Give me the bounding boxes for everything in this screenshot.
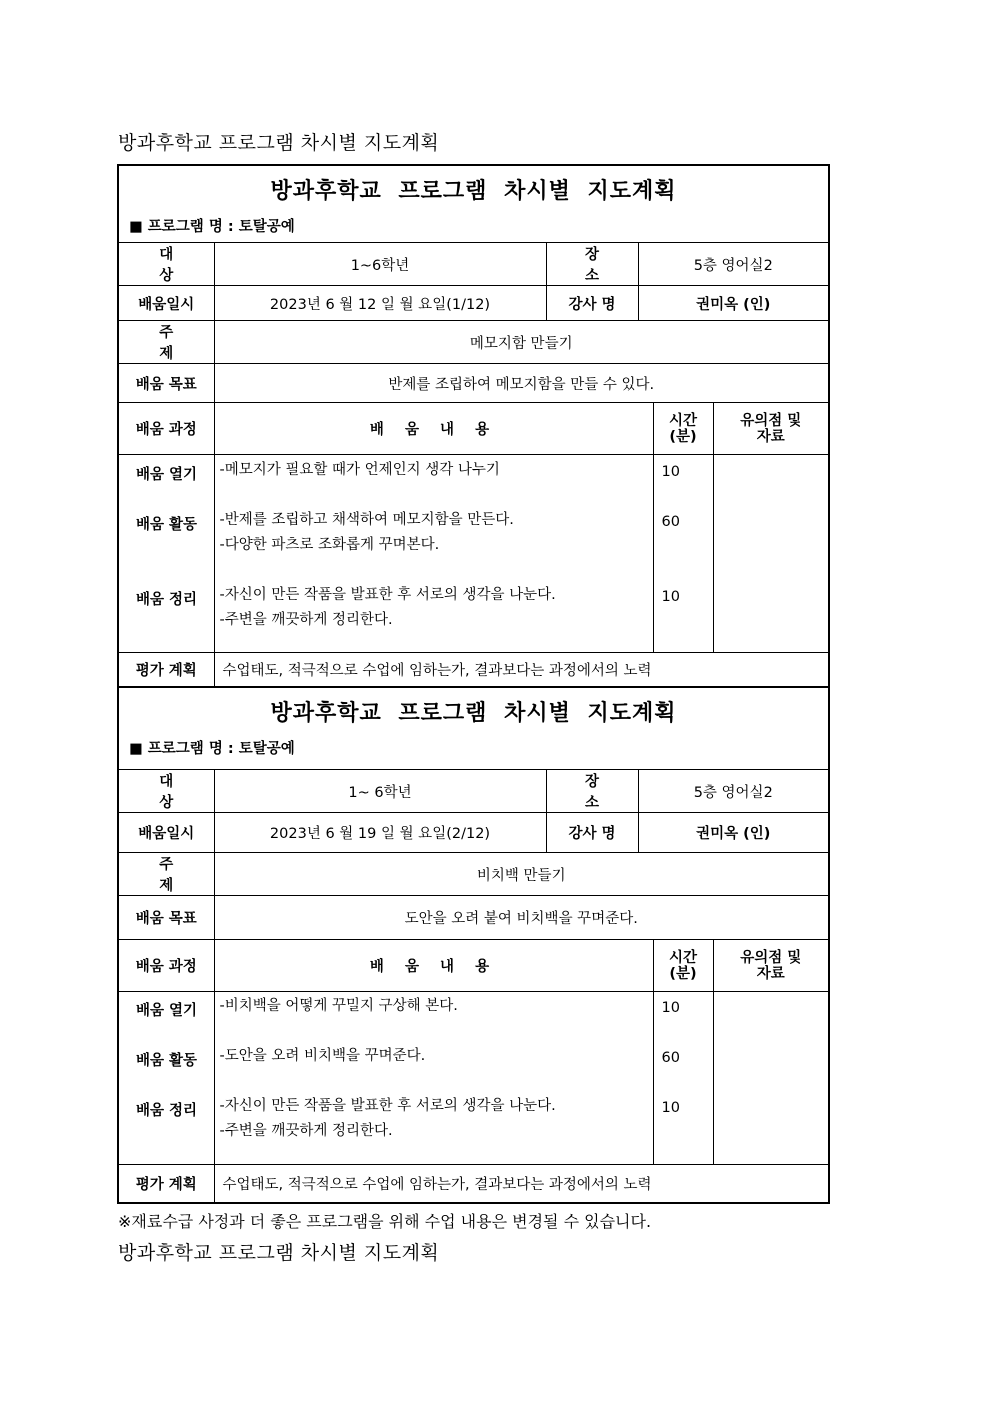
open-content: -메모지가 필요할 때가 언제인지 생각 나누기: [219, 462, 500, 478]
activity-content-line-2: -다양한 파츠로 조화롭게 꾸며본다.: [219, 537, 440, 553]
close-content-line-1: -자신이 만든 작품을 발표한 후 서로의 생각을 나눈다.: [219, 587, 556, 603]
instructor-value: 권미옥 (인): [638, 813, 829, 853]
close-content-line-2: -주변을 깨끗하게 정리한다.: [219, 1123, 393, 1139]
time-activity: 60: [661, 1050, 680, 1066]
plan-title: 방과후학교 프로그램 차시별 지도계획: [270, 700, 677, 726]
place-label: 장 소: [546, 243, 638, 286]
content-column: [214, 455, 653, 653]
stage-open-label: 배움 열기: [135, 1003, 198, 1019]
target-value: 1~6학년: [214, 243, 546, 286]
notes-header: 유의점 및 자료: [713, 940, 829, 992]
instructor-label: 강사 명: [546, 286, 638, 321]
time-column: [653, 455, 713, 653]
evaluation-label: 평가 계획: [118, 653, 214, 687]
process-header: 배움 과정: [118, 940, 214, 992]
program-name-value: 토탈공예: [238, 219, 295, 235]
goal-label: 배움 목표: [118, 364, 214, 403]
time-activity: 60: [661, 514, 680, 530]
material-notice: ※재료수급 사정과 더 좋은 프로그램을 위해 수업 내용은 변경될 수 있습니다.: [118, 1212, 652, 1231]
program-name-label: ■ 프로그램 명 :: [129, 741, 239, 757]
lesson-plan-table-2: [117, 686, 830, 1204]
goal-value: 반제를 조립하여 메모지함을 만들 수 있다.: [214, 364, 829, 403]
instructor-label: 강사 명: [546, 813, 638, 853]
date-value: 2023년 6 월 19 일 월 요일(2/12): [214, 813, 546, 853]
evaluation-value: 수업태도, 적극적으로 수업에 임하는가, 결과보다는 과정에서의 노력: [214, 653, 829, 687]
date-label: 배움일시: [118, 813, 214, 853]
activity-content-line-1: -반제를 조립하고 채색하여 메모지함을 만든다.: [219, 512, 514, 528]
content-column: [214, 992, 653, 1165]
stage-activity-label: 배움 활동: [135, 1053, 198, 1069]
topic-label: 주 제: [118, 853, 214, 896]
time-header: 시간 (분): [653, 403, 713, 455]
close-content-line-2: -주변을 깨끗하게 정리한다.: [219, 612, 393, 628]
process-header: 배움 과정: [118, 403, 214, 455]
time-open: 10: [661, 1000, 680, 1016]
time-close: 10: [661, 1100, 680, 1116]
close-content-line-1: -자신이 만든 작품을 발표한 후 서로의 생각을 나눈다.: [219, 1098, 556, 1114]
stage-activity-label: 배움 활동: [135, 517, 198, 533]
topic-label: 주 제: [118, 321, 214, 364]
stage-close-label: 배움 정리: [135, 1103, 198, 1119]
target-value: 1~ 6학년: [214, 770, 546, 813]
program-name-label: ■ 프로그램 명 :: [129, 219, 239, 235]
plan-header: [118, 165, 829, 243]
stage-open-label: 배움 열기: [135, 467, 198, 483]
target-label: 대 상: [118, 770, 214, 813]
program-name-value: 토탈공예: [238, 741, 295, 757]
topic-value: 메모지함 만들기: [214, 321, 829, 364]
plan-title: 방과후학교 프로그램 차시별 지도계획: [270, 178, 677, 204]
notes-column: [713, 992, 829, 1165]
target-label: 대 상: [118, 243, 214, 286]
lesson-plan-table-1: [117, 164, 830, 688]
evaluation-label: 평가 계획: [118, 1165, 214, 1203]
notes-column: [713, 455, 829, 653]
stage-column: [118, 992, 214, 1165]
stage-close-label: 배움 정리: [135, 592, 198, 608]
evaluation-value: 수업태도, 적극적으로 수업에 임하는가, 결과보다는 과정에서의 노력: [214, 1165, 829, 1203]
place-value: 5층 영어실2: [638, 770, 829, 813]
time-open: 10: [661, 464, 680, 480]
program-name-line: [129, 215, 828, 236]
time-column: [653, 992, 713, 1165]
content-header: 배 움 내 용: [214, 940, 653, 992]
time-header: 시간 (분): [653, 940, 713, 992]
instructor-value: 권미옥 (인): [638, 286, 829, 321]
program-name-line: [129, 737, 828, 758]
place-label: 장 소: [546, 770, 638, 813]
time-close: 10: [661, 589, 680, 605]
goal-value: 도안을 오려 붙여 비치백을 꾸며준다.: [214, 896, 829, 940]
plan-header: [118, 687, 829, 770]
stage-column: [118, 455, 214, 653]
topic-value: 비치백 만들기: [214, 853, 829, 896]
date-label: 배움일시: [118, 286, 214, 321]
activity-content-line-1: -도안을 오려 비치백을 꾸며준다.: [219, 1048, 426, 1064]
content-header: 배 움 내 용: [214, 403, 653, 455]
notes-header: 유의점 및 자료: [713, 403, 829, 455]
document-heading-bottom: 방과후학교 프로그램 차시별 지도계획: [118, 1242, 440, 1264]
open-content: -비치백을 어떻게 꾸밀지 구상해 본다.: [219, 998, 458, 1014]
date-value: 2023년 6 월 12 일 월 요일(1/12): [214, 286, 546, 321]
goal-label: 배움 목표: [118, 896, 214, 940]
place-value: 5층 영어실2: [638, 243, 829, 286]
document-heading: 방과후학교 프로그램 차시별 지도계획: [118, 132, 440, 154]
